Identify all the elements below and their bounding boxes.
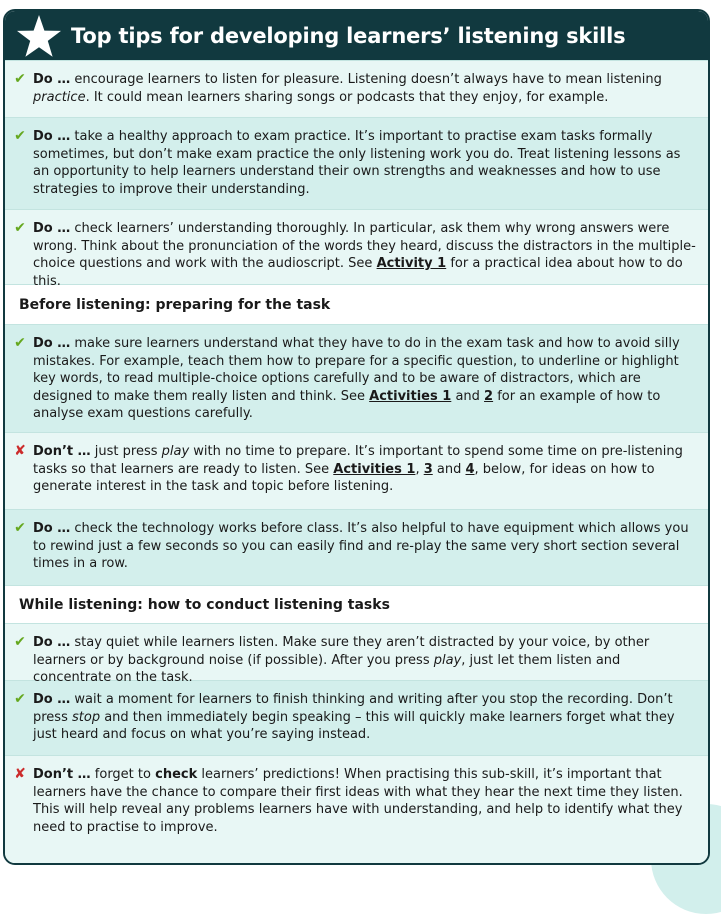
cross-icon: ✘ [14, 443, 26, 459]
check-icon: ✔ [14, 220, 26, 236]
activity-link[interactable]: 2 [484, 388, 494, 404]
activity-link[interactable]: Activity 1 [376, 256, 447, 271]
tip-item [5, 60, 708, 117]
tip-text: Do … check the technology works before class. It’s also helpful to have equipment which allows you to rewind just a few seconds so you can easily find and re-play the same very short section several times in a row. [33, 521, 689, 571]
tip-text: Do … make sure learners understand what they have to do in the exam task and how to avoid silly mistakes. For example, teach them how to prepare for a specific question, to underline or highlight key words, to read multiple-choice options carefully and to be aware of distractors, which are designed to make them really listen and think. See Activities 1 and 2 for an example of how to analyse exam questions carefully. [33, 336, 680, 421]
tip-item [5, 209, 708, 289]
tip-text: Do … check learners’ understanding thoroughly. In particular, ask them why wrong answers were wrong. Think about the pronunciation of the words they heard, discuss the distractors in the multiple-choice questions and work with the audioscript. See Activity 1 for a practical idea about how to do this. [33, 221, 696, 289]
activity-link[interactable]: Activities 1 [333, 461, 416, 477]
activity-link[interactable]: 3 [423, 461, 433, 477]
tip-item [5, 432, 708, 509]
card-header [5, 11, 708, 60]
check-icon: ✔ [14, 71, 26, 87]
tip-item [5, 117, 708, 209]
tip-item [5, 324, 708, 432]
section-heading-while: While listening: how to conduct listening tasks [5, 585, 708, 623]
tip-item [5, 623, 708, 685]
tip-text: Don’t … just press play with no time to prepare. It’s important to spend some time on pre-listening tasks so that learners are ready to listen. See Activities 1, 3 and 4, below, for ideas on how to generate interest in the task and topic before listening. [33, 444, 683, 494]
activity-link[interactable]: 4 [465, 461, 475, 477]
check-icon: ✔ [14, 128, 26, 144]
tip-text: Do … wait a moment for learners to finish thinking and writing after you stop the recording. Don’t press stop and then immediately begin speaking – this will quickly make learners forget what they just heard and focus on what you’re saying instead. [33, 692, 675, 742]
tips-card [3, 9, 710, 865]
tip-text: Do … encourage learners to listen for pleasure. Listening doesn’t always have to mean listening practice. It could mean learners sharing songs or podcasts that they enjoy, for example. [33, 72, 662, 105]
tip-text: Do … stay quiet while learners listen. Make sure they aren’t distracted by your voice, by other learners or by background noise (if possible). After you press play, just let them listen and concentrate on the task. [33, 635, 650, 685]
tip-text: Do … take a healthy approach to exam practice. It’s important to practise exam tasks formally sometimes, but don’t make exam practice the only listening work you do. Treat listening lessons as an opportunity to help learners understand their own strengths and weaknesses and how to use strategies to improve their understanding. [33, 129, 681, 197]
tip-item [5, 680, 708, 755]
check-icon: ✔ [14, 335, 26, 351]
tip-item [5, 509, 708, 585]
activity-link[interactable]: Activities 1 [369, 388, 452, 404]
star-icon [15, 12, 63, 60]
section-heading-before: Before listening: preparing for the task [5, 284, 708, 324]
check-icon: ✔ [14, 691, 26, 707]
page-title: Top tips for developing learners’ listening skills [71, 23, 626, 48]
cross-icon: ✘ [14, 766, 26, 782]
check-icon: ✔ [14, 520, 26, 536]
tip-text: Don’t … forget to check learners’ predictions! When practising this sub-skill, it’s important that learners have the chance to compare their first ideas with what they hear the next time they listen. This will help reveal any problems learners have with understanding, and help to identify what they need to practise to improve. [33, 767, 683, 835]
check-icon: ✔ [14, 634, 26, 650]
tip-item [5, 755, 708, 865]
